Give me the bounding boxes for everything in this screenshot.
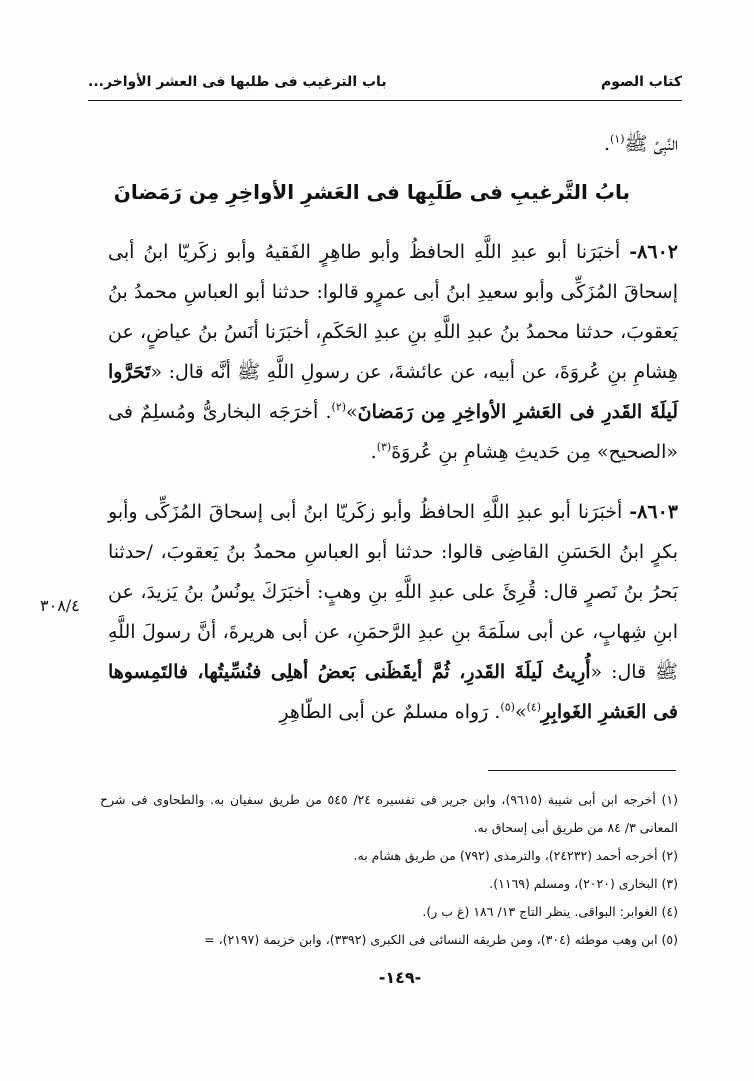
footnote-4: (٤) الغوابر: البواقى. ينظر التاج ١٣/ ١٨٦ (غ ب ر).: [422, 904, 678, 919]
footnote-ref-3: (٣): [376, 440, 392, 454]
footnote-divider: [488, 770, 676, 771]
footnote-5: (٥) ابن وهب موطئه (٣٠٤)، ومن طريقه النسائى فى الكبرى (٣٣٩٢)، وابن خزيمة (٢١٩٧)، =: [204, 932, 678, 947]
isnad-text: أخبَرَنا أبو عبدِ اللَّهِ الحافظُ وأبو زكَريّا ابنُ أبى إسحاقَ المُزَكِّى وأبو بكرٍ ابنُ الحَسَنِ القاضِى قالوا: حدثنا أبو العباسِ محمدُ بنُ يَعقوبَ، /حدثنا بَحرُ بنُ نَصرٍ قال: قُرِئَ على عبدِ اللَّهِ بنِ وهبٍ: أخبَرَكَ يونُسُ بنُ يَزيدَ، عن ابنِ شِهابٍ، عن أبى سلَمَةَ بنِ عبدِ الرَّحمَنِ، عن أبى هريرةَ، أنَّ رسولَ اللَّهِ ﷺ قال: «: [108, 501, 679, 683]
footnote-ref-5: (٥): [500, 700, 515, 714]
hadith-8602: [108, 232, 678, 472]
hadith-matn: أُرِيتُ لَيلَةَ القَدرِ، ثُمَّ أيقَظَنى بَعضُ أهلِى فنُسِّيتُها، فالتَمِسوها فى العَشرِ الغَوابِرِ: [108, 661, 678, 723]
hadith-matn: تَحَرَّوا لَيلَةَ القَدرِ فى العَشرِ الأواخِرِ مِن رَمَضانَ: [108, 361, 678, 423]
footnote-2: (٢) أخرجه أحمد (٢٤٢٣٢)، والترمذى (٧٩٢) من طريق هشام به.: [353, 848, 678, 863]
hadith-number: ٨٦٠٢-: [629, 241, 678, 263]
footnote-ref-4: (٤): [526, 700, 542, 714]
footnote-ref-2: (٢): [331, 400, 347, 414]
chapter-title: بابُ التَّرغيبِ فى طَلَبِها فى العَشرِ الأواخِرِ مِن رَمَضانَ: [113, 180, 630, 204]
hadith-paragraph: ٨٦٠٢- أخبَرَنا أبو عبدِ اللَّهِ الحافظُ وأبو طاهِرٍ الفَقيهُ وأبو زكَريّا ابنُ أبى إسحاقَ المُزَكِّى وأبو سعيدِ ابنُ أبى عمرٍو قالوا: حدثنا أبو العباسِ محمدُ بنُ يَعقوبَ، حدثنا محمدُ بنُ عبدِ اللَّهِ بنِ عبدِ الحَكَمِ، أخبَرَنا أنَسُ بنُ عياضٍ، عن هِشامِ بنِ عُروَةَ، عن أبيه، عن عائشةَ، عن رسولِ اللَّهِ ﷺ أنَّه قال: «تَحَرَّوا لَيلَةَ القَدرِ فى العَشرِ الأواخِرِ مِن رَمَضانَ»$^{(٢)}$. أخرَجَه البخارىُّ ومُسلِمٌ فى «الصحيح» مِن حَديثِ هِشامِ بنِ عُروَةَ$^{(٣)}$.: [108, 241, 678, 463]
header-divider: [88, 100, 682, 101]
footnotes: [100, 786, 678, 954]
carryover-line: النَّبِىِّ ﷺ$^{(١)}$.: [603, 132, 678, 155]
footnote-3: (٣) البخارى (٢٠٢٠)، ومسلم (١١٦٩).: [489, 876, 678, 891]
carryover-text: النَّبِىِّ ﷺ: [624, 133, 678, 155]
takhrij-text: . أخرَجَه البخارىُّ ومُسلِمٌ فى «الصحيح» مِن حَديثِ هِشامِ بنِ عُروَةَ: [108, 401, 678, 463]
running-header: [88, 74, 682, 94]
takhrij-text: . رَواه مسلمٌ عن أبى الطّاهِرِ: [279, 701, 501, 723]
footnote-1: (١) أخرجه ابن أبى شيبة (٩٦١٥)، وابن جرير فى تفسيره ٢٤/ ٥٤٥ من طريق سفيان به. والطحاوى فى شرح المعانى ٣/ ٨٤ من طريق أبى إسحاق به.: [100, 792, 679, 835]
footnote-ref-1: (١): [610, 132, 625, 146]
page-number: -١٤٩-: [378, 968, 422, 987]
chapter-running-title: باب الترغيب فى طلبها فى العشر الأواخر...: [88, 74, 387, 90]
book-title: كتاب الصوم: [601, 74, 682, 90]
margin-volume-page-ref: ٣٠٨/٤: [40, 596, 80, 615]
hadith-8603: [108, 492, 678, 732]
isnad-text: أخبَرَنا أبو عبدِ اللَّهِ الحافظُ وأبو طاهِرٍ الفَقيهُ وأبو زكَريّا ابنُ أبى إسحاقَ المُزَكِّى وأبو سعيدِ ابنُ أبى عمرٍو قالوا: حدثنا أبو العباسِ محمدُ بنُ يَعقوبَ، حدثنا محمدُ بنُ عبدِ اللَّهِ بنِ عبدِ الحَكَمِ، أخبَرَنا أنَسُ بنُ عياضٍ، عن هِشامِ بنِ عُروَةَ، عن أبيه، عن عائشةَ، عن رسولِ اللَّهِ ﷺ أنَّه قال: «: [108, 241, 678, 383]
hadith-number: ٨٦٠٣-: [629, 501, 678, 523]
hadith-paragraph: ٨٦٠٣- أخبَرَنا أبو عبدِ اللَّهِ الحافظُ وأبو زكَريّا ابنُ أبى إسحاقَ المُزَكِّى وأبو بكرٍ ابنُ الحَسَنِ القاضِى قالوا: حدثنا أبو العباسِ محمدُ بنُ يَعقوبَ، /حدثنا بَحرُ بنُ نَصرٍ قال: قُرِئَ على عبدِ اللَّهِ بنِ وهبٍ: أخبَرَكَ يونُسُ بنُ يَزيدَ، عن ابنِ شِهابٍ، عن أبى سلَمَةَ بنِ عبدِ الرَّحمَنِ، عن أبى هريرةَ، أنَّ رسولَ اللَّهِ ﷺ قال: «أُرِيتُ لَيلَةَ القَدرِ، ثُمَّ أيقَظَنى بَعضُ أهلِى فنُسِّيتُها، فالتَمِسوها فى العَشرِ الغَوابِرِ$^{(٤)}$»$^{(٥)}$. رَواه مسلمٌ عن أبى الطّاهِرِ: [108, 501, 679, 723]
